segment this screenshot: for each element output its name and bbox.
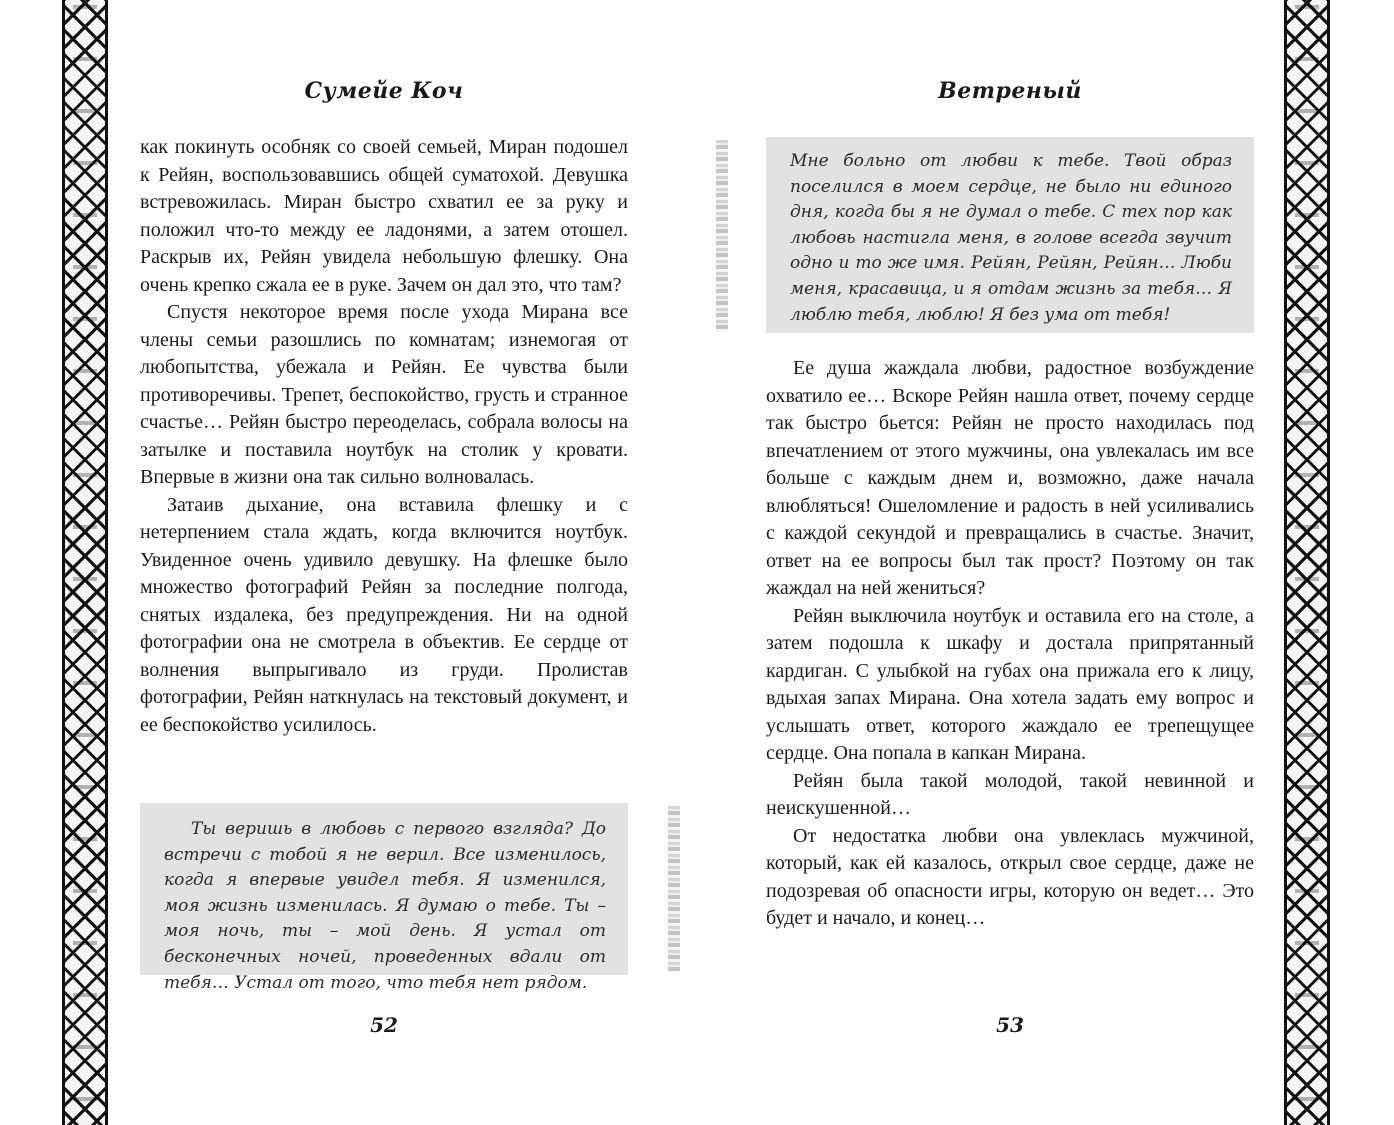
right-page-quote-box <box>766 137 1254 333</box>
paragraph: Ее душа жаждала любви, радостное возбуждение охватило ее… Вскоре Рейян нашла ответ, почему сердце так быстро бьется: Рейян не просто находилась под впечатлением от этого мужчины, она увлекалась им все больше с каждым днем и, возможно, даже начала влюбляться! Ошеломление и радость в ней усиливались с каждой секундой и превращались в счастье. Значит, ответ на ее вопросы был так прост? Поэтому он так жаждал на ней жениться? <box>766 357 1254 599</box>
paragraph: как покинуть особняк со своей семьей, Миран подошел к Рейян, воспользовавшись общей суматохой. Девушка встревожилась. Миран быстро схватил ее за руку и положил что-то между ее ладонями, а затем отошел. Раскрыв их, Рейян увидела небольшую флешку. Она очень крепко сжала ее в руке. Зачем он дал это, что там? <box>140 136 628 296</box>
paragraph: Рейян выключила ноутбук и оставила его на столе, а затем подошла к шкафу и достала припрятанный кардиган. С улыбкой на губах она прижала его к лицу, вдыхая запах Мирана. Она хотела задать ему вопрос и услышать ответ, которого жаждало ее трепещущее сердце. Она попала в капкан Мирана. <box>766 604 1254 764</box>
paragraph: Рейян была такой молодой, такой невинной и неискушенной… <box>766 769 1254 819</box>
right-page <box>766 0 1254 1125</box>
right-page-header: Ветреный <box>938 78 1082 104</box>
paragraph: От недостатка любви она увлеклась мужчиной, который, как ей казалось, открыл свое сердце, даже не подозревая об опасности игры, которую он ведет… Это будет и начало, и конец… <box>766 824 1254 929</box>
ornamental-border-right <box>1284 0 1330 1125</box>
torn-edge <box>668 806 680 972</box>
ornamental-border-left <box>62 0 108 1125</box>
left-page-header: Сумейе Коч <box>304 78 464 104</box>
page-number-right: 53 <box>996 1013 1024 1037</box>
paragraph: Затаив дыхание, она вставила флешку и с нетерпением стала ждать, когда включится ноутбук. Увиденное очень удивило девушку. На флешке было множество фотографий Рейян за последние полгода, снятых издалека, без предупреждения. Ни на одной фотографии она не смотрела в объектив. Ее сердце от волнения выпрыгивало из груди. Пролистав фотографии, Рейян наткнулась на текстовый документ, и ее беспокойство усилилось. <box>140 493 628 736</box>
left-page <box>140 0 628 1125</box>
page-number-left: 52 <box>370 1013 398 1037</box>
paragraph: Спустя некоторое время после ухода Мирана все члены семьи разошлись по комнатам; изнемогая от любопытства, убежала и Рейян. Ее чувства были противоречивы. Трепет, беспокойство, грусть и странное счастье… Рейян быстро переоделась, собрала волосы на затылке и поставила ноутбук на столик у кровати. Впервые в жизни она так сильно волновалась. <box>140 301 628 488</box>
right-page-body <box>766 355 1254 933</box>
quote-text: Мне больно от любви к тебе. Твой образ поселился в моем сердце, не было ни единого дня, когда бы я не думал о тебе. С тех пор как любовь настигла меня, в голове всегда звучит одно и то же имя. Рейян, Рейян, Рейян… Люби меня, красавица, и я отдам жизнь за тебя… Я люблю тебя, люблю! Я без ума от тебя! <box>790 151 1232 325</box>
left-page-quote-box <box>140 803 628 993</box>
quote-text: Ты веришь в любовь с первого взгляда? До встречи с тобой я не верил. Все изменилось, когда я впервые увидел тебя. Я изменился, моя жизнь изменилась. Я думаю о тебе. Ты – моя ночь, ты – мой день. Я устал от бесконечных ночей, проведенных вдали от тебя… Устал от того, что тебя нет рядом. <box>164 819 606 993</box>
torn-edge <box>716 140 728 332</box>
left-page-body <box>140 134 628 739</box>
